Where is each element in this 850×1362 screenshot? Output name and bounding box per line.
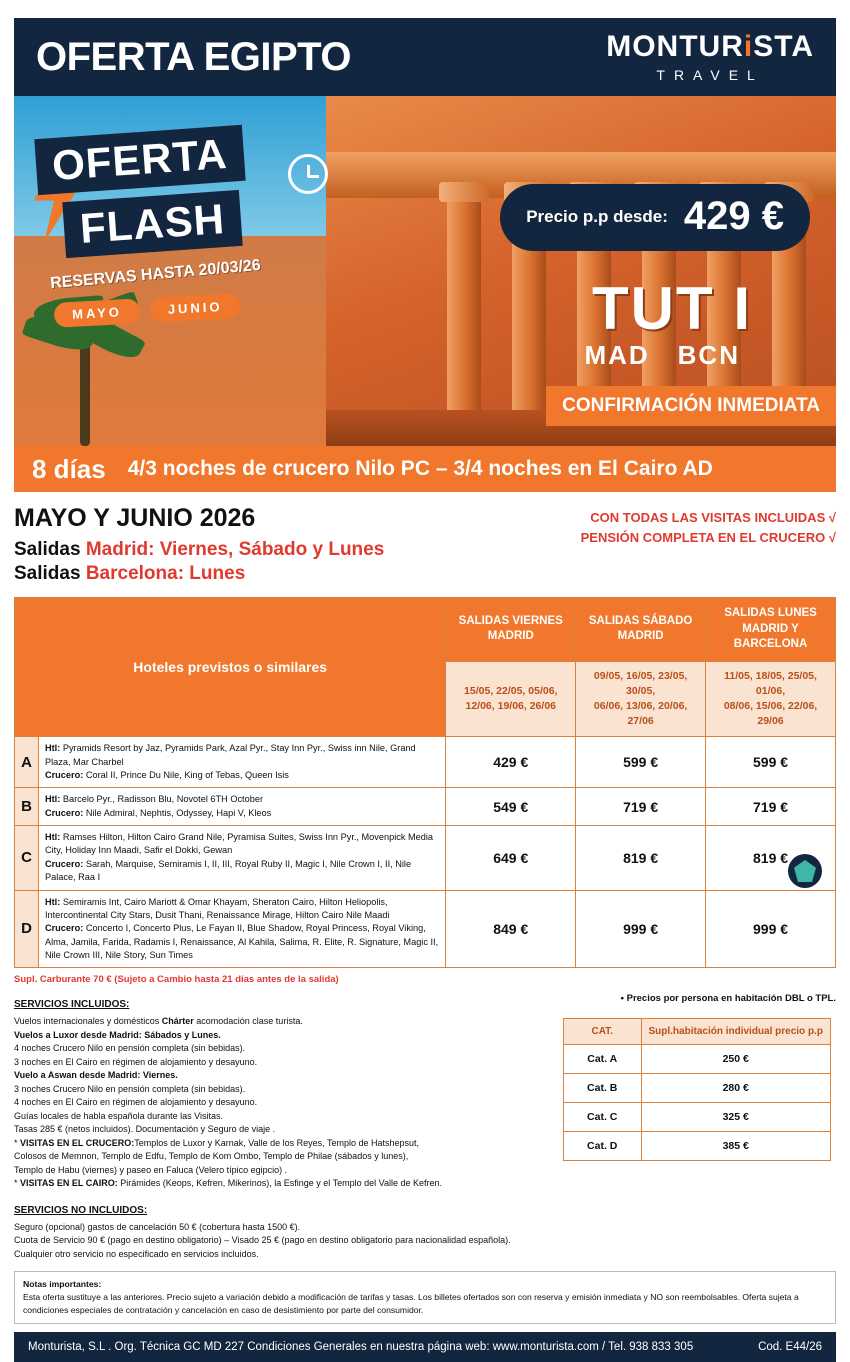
service-line: Vuelos a Luxor desde Madrid: Sábados y Lunes. bbox=[14, 1029, 221, 1040]
cat-b-label: Cat. B bbox=[563, 1074, 641, 1103]
column-dates-viernes-l2: 12/06, 19/06, 26/06 bbox=[465, 699, 556, 712]
product-code: TUT I bbox=[592, 275, 752, 342]
hotel-description-a bbox=[38, 737, 445, 788]
trip-duration: 8 días bbox=[32, 453, 106, 484]
brand-name bbox=[606, 32, 814, 62]
cat-table-col-supl: Supl.habitación individual precio p.p bbox=[641, 1019, 830, 1045]
category-letter-d: D bbox=[15, 890, 39, 968]
column-header-viernes-l2: MADRID bbox=[487, 630, 534, 643]
duration-bar bbox=[14, 446, 836, 492]
service-excl-line: Seguro (opcional) gastos de cancelación 50 € (cobertura hasta 1500 €). bbox=[14, 1221, 301, 1232]
departures-barcelona bbox=[14, 563, 384, 585]
departures-madrid-days: Viernes, Sábado y Lunes bbox=[154, 539, 385, 560]
flash-reservation-deadline: RESERVAS HASTA 20/03/26 bbox=[49, 256, 262, 293]
cat-a-supplement: 250 € bbox=[641, 1045, 830, 1074]
palm-trunk bbox=[80, 336, 90, 446]
service-line: Colosos de Memnon, Templo de Edfu, Templo de Kom Ombo, Templo de Philae (sábados y lunes), bbox=[14, 1151, 409, 1162]
important-notes-title: Notas importantes: bbox=[23, 1279, 102, 1290]
table-row bbox=[15, 737, 836, 788]
column-header-viernes bbox=[446, 598, 576, 662]
crucero-label-c: Crucero: bbox=[44, 858, 84, 869]
column-header-viernes-l1: SALIDAS VIERNES bbox=[458, 614, 563, 627]
crucero-list-a: Coral II, Prince Du Nile, King of Tebas, Queen Isis bbox=[83, 770, 289, 781]
service-line: Templo de Habu (viernes) y paseo en Faluca (Velero típico egipcio) . bbox=[14, 1164, 288, 1175]
htl-list-b: Barcelo Pyr., Radisson Blu, Novotel 6TH October bbox=[60, 794, 264, 805]
temple-column bbox=[447, 196, 481, 446]
service-line: 4 noches en El Cairo en régimen de alojamiento y desayuno. bbox=[14, 1097, 258, 1108]
column-dates-sabado bbox=[576, 661, 706, 737]
htl-label-c: Htl: bbox=[44, 832, 61, 843]
service-line: 4 noches Crucero Nilo en pensión completa (sin bebidas). bbox=[14, 1043, 246, 1054]
column-capital bbox=[439, 182, 489, 202]
price-b-sabado: 719 € bbox=[576, 788, 706, 826]
page-title: OFERTA EGIPTO bbox=[36, 34, 352, 79]
globe-icon bbox=[788, 854, 822, 888]
hotel-description-c bbox=[38, 826, 445, 890]
column-header-sabado-l1: SALIDAS SÁBADO bbox=[588, 614, 693, 627]
category-letter-a: A bbox=[15, 737, 39, 788]
column-header-lunes-l1: SALIDAS LUNES bbox=[724, 607, 817, 619]
hotel-description-d bbox=[38, 890, 445, 968]
departures-barcelona-dest: Barcelona: bbox=[85, 563, 185, 584]
highlight-fullboard: PENSIÓN COMPLETA EN EL CRUCERO √ bbox=[580, 529, 836, 545]
departures-madrid bbox=[14, 539, 384, 561]
airport-code-mad: MAD bbox=[584, 340, 650, 370]
lower-section bbox=[14, 993, 836, 1261]
brand-subtitle: TRAVEL bbox=[656, 67, 764, 83]
column-dates-viernes bbox=[446, 661, 576, 737]
column-dates-lunes bbox=[706, 661, 836, 737]
service-line: 3 noches en El Cairo en régimen de alojamiento y desayuno. bbox=[14, 1056, 258, 1067]
crucero-list-d: Concerto I, Concerto Plus, Le Fayan II, Blue Shadow, Royal Princess, Royal Viking, Alma, Jamila, Farida, Radamis I, Renaissance, Al Kahila, Salima, R. Elite, R. Signature, Magic II, Nile Crown III, Nile Story, Sun Times bbox=[44, 923, 439, 960]
price-c-viernes: 649 € bbox=[446, 826, 576, 890]
brand-name-prefix: MONTUR bbox=[606, 30, 744, 63]
price-d-sabado: 999 € bbox=[576, 890, 706, 968]
column-header-sabado bbox=[576, 598, 706, 662]
htl-label-b: Htl: bbox=[44, 794, 61, 805]
departures-madrid-dest: Madrid: bbox=[85, 539, 155, 560]
single-supplement-table bbox=[563, 1018, 831, 1161]
right-column bbox=[547, 993, 836, 1261]
crucero-label-b: Crucero: bbox=[44, 807, 84, 818]
titles-left bbox=[14, 504, 384, 587]
hero-banner bbox=[14, 96, 836, 446]
page-header bbox=[14, 18, 836, 96]
cat-b-supplement: 280 € bbox=[641, 1074, 830, 1103]
column-dates-sabado-l2: 06/06, 13/06, 20/06, 27/06 bbox=[593, 699, 688, 728]
footer-code: Cod. E44/26 bbox=[758, 1340, 822, 1353]
service-excl-line: Cuota de Servicio 90 € (pago en destino obligatorio) – Visado 25 € (pago en destino obligatorio para nacionalidad española). bbox=[14, 1235, 511, 1246]
price-b-lunes: 719 € bbox=[706, 788, 836, 826]
service-line: Tasas 285 € (netos incluidos). Documentación y Seguro de viaje . bbox=[14, 1124, 276, 1135]
price-badge bbox=[500, 184, 810, 251]
month-pill-mayo: MAYO bbox=[54, 298, 141, 327]
brand-logo bbox=[606, 32, 814, 82]
price-value: 429 € bbox=[683, 194, 784, 238]
price-label: Precio p.p desde: bbox=[526, 206, 668, 226]
immediate-confirmation-badge: CONFIRMACIÓN INMEDIATA bbox=[546, 386, 836, 426]
column-dates-viernes-l1: 15/05, 22/05, 05/06, bbox=[464, 684, 558, 697]
price-d-lunes: 999 € bbox=[706, 890, 836, 968]
price-c-lunes: 819 € bbox=[706, 826, 836, 890]
airport-codes bbox=[584, 340, 740, 371]
titles-block bbox=[14, 504, 836, 587]
globe-icon-inner bbox=[794, 860, 816, 882]
htl-list-d: Semiramis Int, Cairo Mariott & Omar Khayam, Sheraton Cairo, Hilton Heliopolis, Intercontinental City Stars, Dusit Thani, Renaissance Mirage, Hilton Cairo Nile Maadi bbox=[44, 896, 390, 920]
table-row bbox=[15, 788, 836, 826]
fuel-surcharge-note: Supl. Carburante 70 € (Sujeto a Cambio hasta 21 días antes de la salida) bbox=[14, 974, 339, 986]
htl-list-a: Pyramids Resort by Jaz, Pyramids Park, Azal Pyr., Stay Inn Pyr., Swiss inn Nile, Grand Plaza, Mar Charbel bbox=[44, 743, 416, 767]
table-row bbox=[563, 1103, 830, 1132]
cat-table-header-row bbox=[563, 1019, 830, 1045]
column-dates-lunes-l1: 11/05, 18/05, 25/05, 01/06, bbox=[724, 669, 817, 697]
price-b-viernes: 549 € bbox=[446, 788, 576, 826]
services-included-title: SERVICIOS INCLUIDOS: bbox=[14, 999, 130, 1011]
services-not-included-title: SERVICIOS NO INCLUIDOS: bbox=[14, 1204, 148, 1216]
category-letter-c: C bbox=[15, 826, 39, 890]
page-root bbox=[0, 18, 850, 1353]
prices-table bbox=[14, 597, 836, 968]
services-column bbox=[14, 993, 533, 1261]
column-header-lunes bbox=[706, 598, 836, 662]
trip-description: 4/3 noches de crucero Nilo PC – 3/4 noches en El Cairo AD bbox=[127, 457, 713, 480]
flash-months bbox=[54, 289, 317, 328]
flash-offer-badge bbox=[36, 129, 316, 322]
table-row bbox=[563, 1074, 830, 1103]
cat-d-supplement: 385 € bbox=[641, 1132, 830, 1161]
table-row bbox=[563, 1045, 830, 1074]
flash-line-1: OFERTA bbox=[34, 125, 245, 195]
departures-madrid-label: Salidas bbox=[14, 539, 86, 560]
important-notes-text: Esta oferta sustituye a las anteriores. Precio sujeto a variación debido a modificación de tarifas y tasas. Los billetes ofertados son con reserva y emisión inmediata y NO son reembolsables. Oferta sujeta a condiciones especiales de contratación y cancelación en caso de desistimiento por parte del consumidor. bbox=[23, 1292, 799, 1316]
service-line: Vuelos internacionales y domésticos Chárter acomodación clase turista. bbox=[14, 1016, 303, 1027]
service-line: Vuelo a Aswan desde Madrid: Viernes. bbox=[14, 1070, 178, 1081]
brand-name-suffix: STA bbox=[753, 30, 814, 63]
flash-line-2: FLASH bbox=[62, 190, 242, 258]
category-letter-b: B bbox=[15, 788, 39, 826]
cat-c-label: Cat. C bbox=[563, 1103, 641, 1132]
page-footer bbox=[14, 1332, 836, 1362]
airport-code-bcn: BCN bbox=[677, 340, 740, 370]
cat-table-col-cat: CAT. bbox=[563, 1019, 641, 1045]
price-a-lunes: 599 € bbox=[706, 737, 836, 788]
service-line: * VISITAS EN EL CAIRO: Pirámides (Keops, Kefren, Mikerinos), la Esfinge y el Templo del Valle de Kefren. bbox=[14, 1178, 443, 1189]
cat-c-supplement: 325 € bbox=[641, 1103, 830, 1132]
important-notes bbox=[14, 1271, 836, 1324]
htl-label-a: Htl: bbox=[44, 743, 61, 754]
column-dates-lunes-l2: 08/06, 15/06, 22/06, 29/06 bbox=[723, 699, 818, 728]
hotels-header: Hoteles previstos o similares bbox=[15, 598, 446, 737]
room-type-note: • Precios por persona en habitación DBL o TPL. bbox=[620, 993, 836, 1005]
table-row bbox=[15, 826, 836, 890]
season-title: MAYO Y JUNIO 2026 bbox=[14, 504, 256, 532]
htl-label-d: Htl: bbox=[44, 896, 61, 907]
crucero-label-d: Crucero: bbox=[44, 923, 84, 934]
price-c-sabado: 819 € bbox=[576, 826, 706, 890]
crucero-list-b: Nile Admiral, Nephtis, Odyssey, Hapi V, Kleos bbox=[83, 807, 272, 818]
price-d-viernes: 849 € bbox=[446, 890, 576, 968]
departures-barcelona-days: Lunes bbox=[184, 563, 246, 584]
table-row bbox=[15, 890, 836, 968]
crucero-label-a: Crucero: bbox=[44, 770, 84, 781]
service-excl-line: Cualquier otro servicio no especificado en servicios incluidos. bbox=[14, 1248, 259, 1259]
footer-legal: Monturista, S.L . Org. Técnica GC MD 227 Condiciones Generales en nuestra página web: www.monturista.com / Tel. 938 833 305 bbox=[28, 1340, 694, 1353]
clock-icon bbox=[288, 154, 328, 194]
service-line: * VISITAS EN EL CRUCERO:Templos de Luxor y Karnak, Valle de los Reyes, Templo de Hatshepsut, bbox=[14, 1137, 420, 1148]
highlight-visits: CON TODAS LAS VISITAS INCLUIDAS √ bbox=[590, 510, 836, 525]
hotel-description-b bbox=[38, 788, 445, 826]
column-header-lunes-l2: MADRID Y BARCELONA bbox=[733, 622, 808, 651]
service-line: Guías locales de habla española durante las Visitas. bbox=[14, 1110, 223, 1121]
price-a-viernes: 429 € bbox=[446, 737, 576, 788]
htl-list-c: Ramses Hilton, Hilton Cairo Grand Nile, Pyramisa Suites, Swiss Inn Pyr., Movenpick Media City, Holiday Inn Maadi, Safir el Dokki, Gewan bbox=[44, 832, 434, 856]
service-line: 3 noches Crucero Nilo en pensión completa (sin bebidas). bbox=[14, 1083, 246, 1094]
departures-barcelona-label: Salidas bbox=[14, 563, 86, 584]
price-a-sabado: 599 € bbox=[576, 737, 706, 788]
brand-name-dots: i bbox=[743, 30, 754, 63]
column-dates-sabado-l1: 09/05, 16/05, 23/05, 30/05, bbox=[593, 669, 688, 697]
month-pill-junio: JUNIO bbox=[149, 293, 241, 323]
crucero-list-c: Sarah, Marquise, Semiramis I, II, III, Royal Ruby II, Magic I, Nile Crown I, II, Nile Palace, Raa I bbox=[44, 858, 412, 883]
cat-a-label: Cat. A bbox=[563, 1045, 641, 1074]
table-row bbox=[563, 1132, 830, 1161]
table-header-row bbox=[15, 598, 836, 662]
column-header-sabado-l2: MADRID bbox=[617, 630, 664, 643]
cat-d-label: Cat. D bbox=[563, 1132, 641, 1161]
highlights bbox=[581, 504, 836, 547]
